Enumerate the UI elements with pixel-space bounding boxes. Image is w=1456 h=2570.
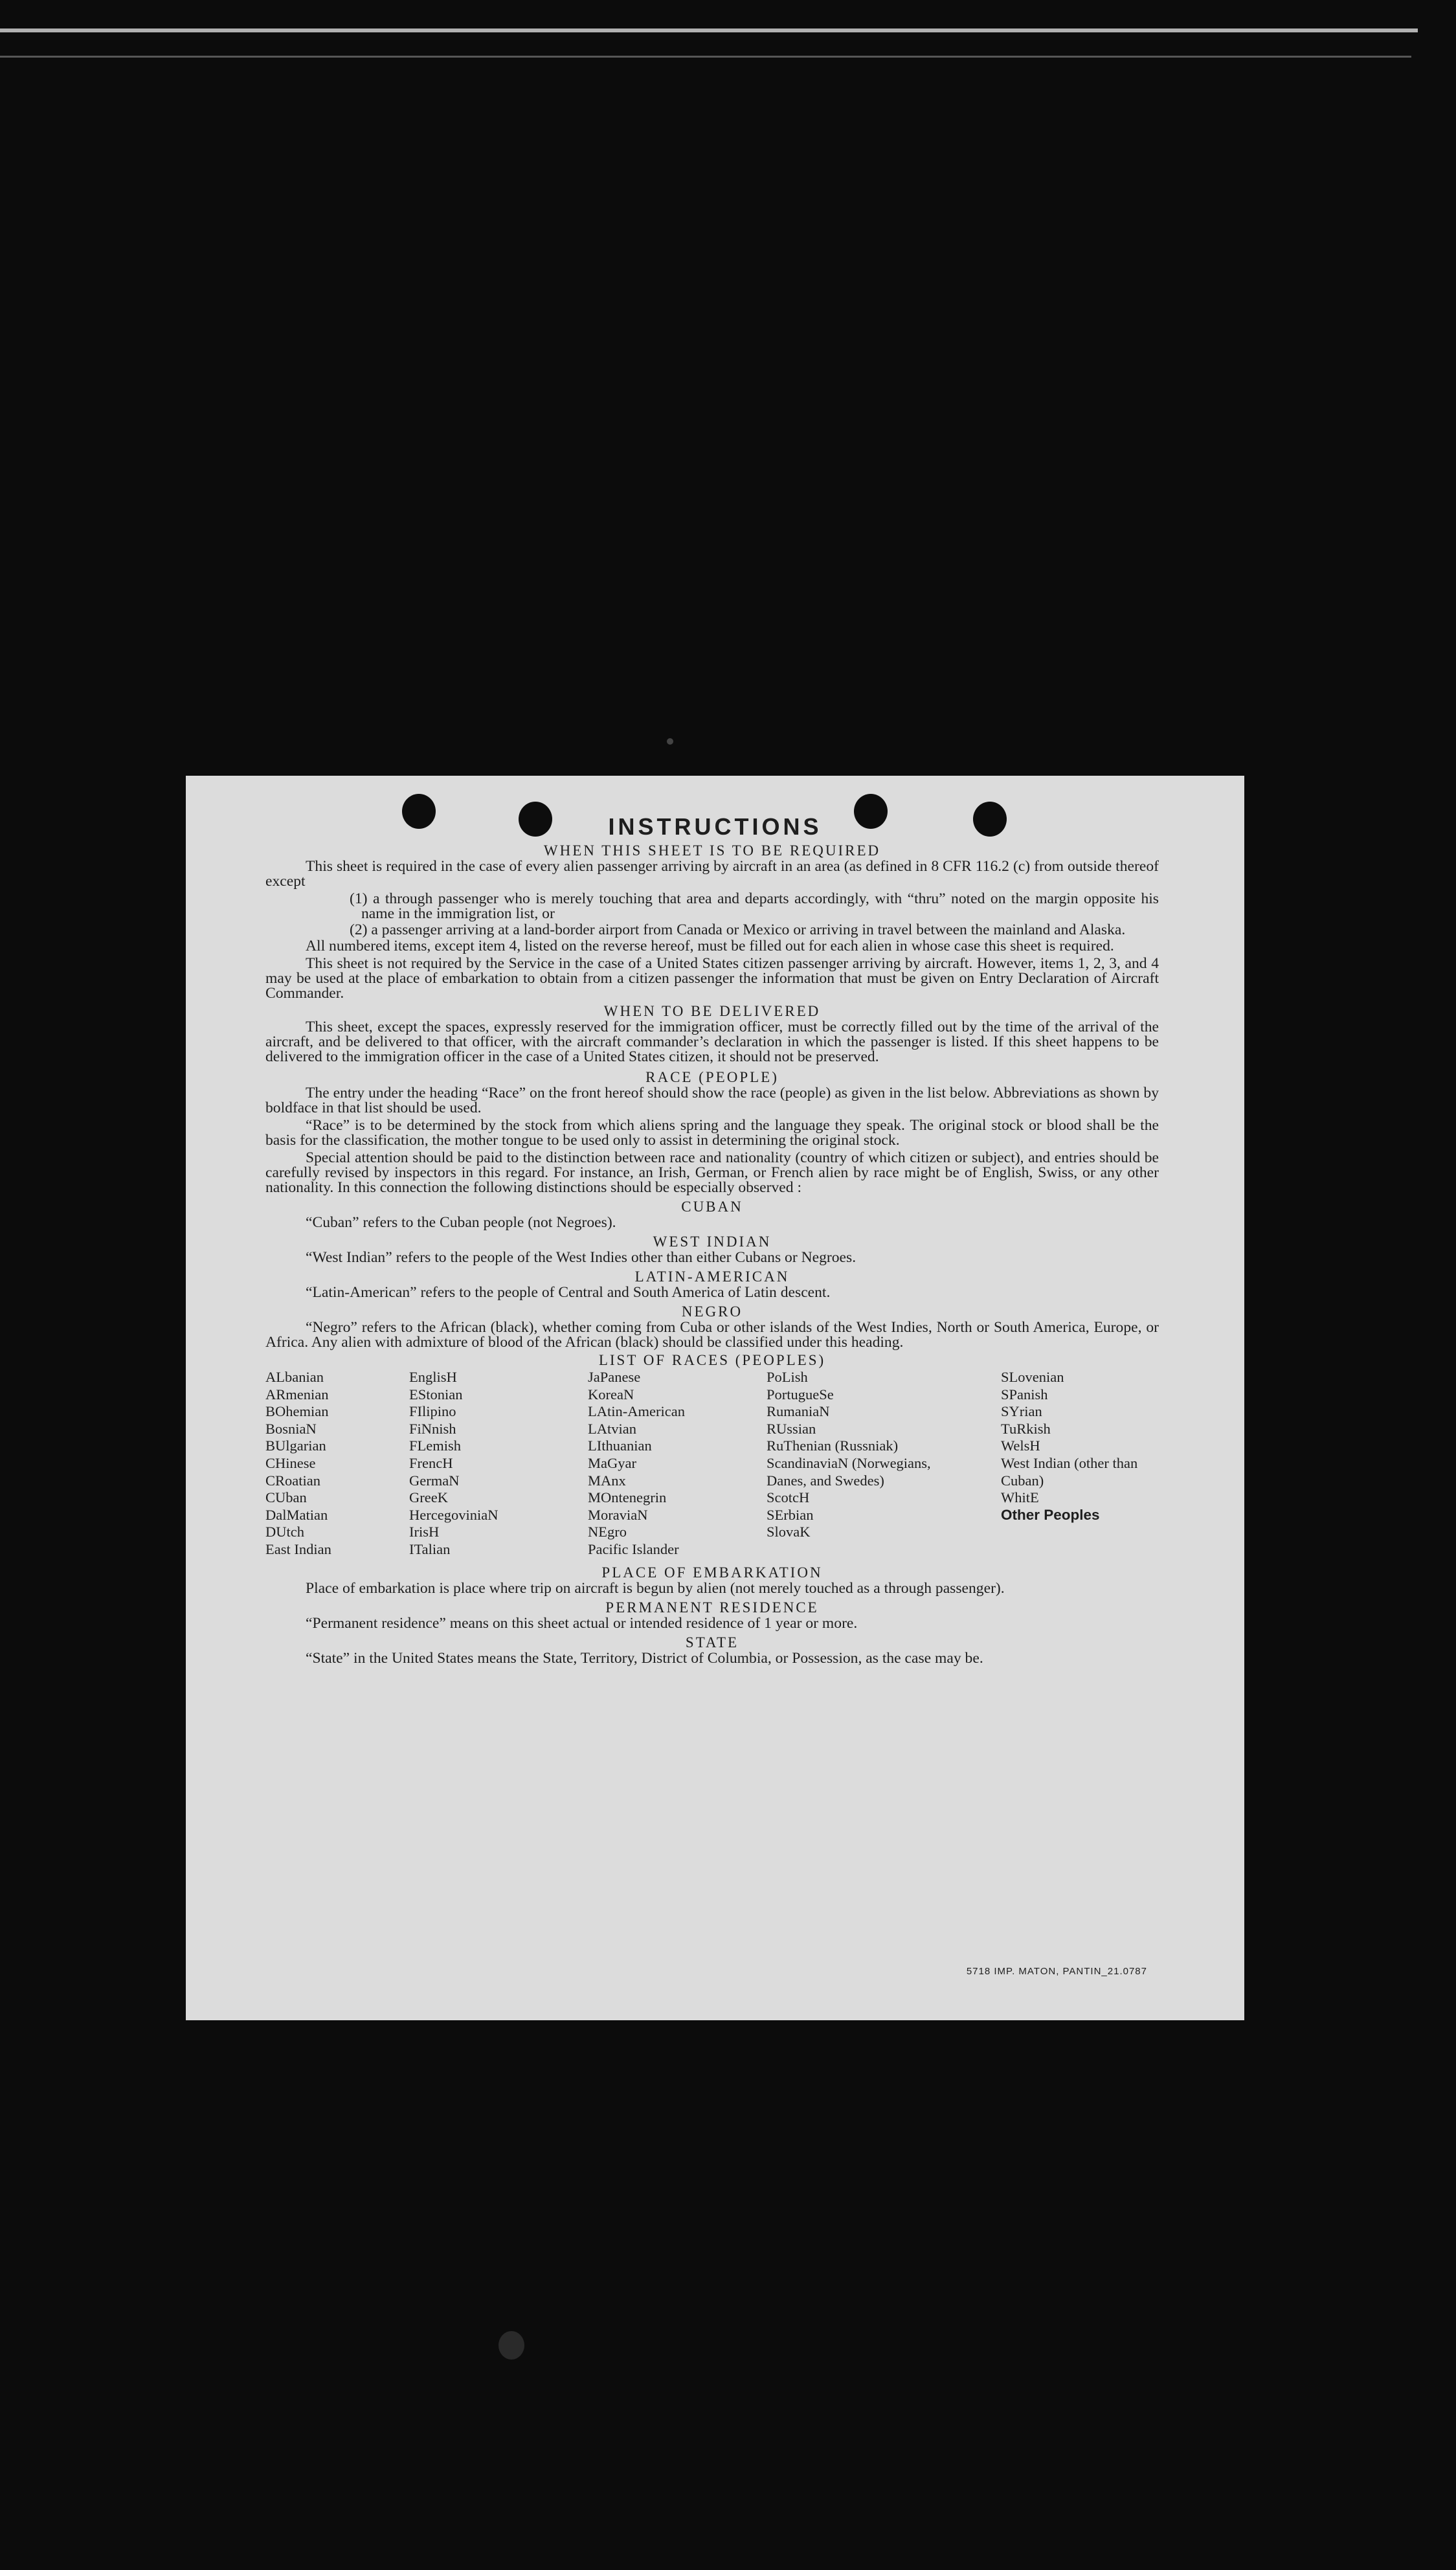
race-entry: ARmenian xyxy=(265,1386,329,1403)
race-entry: GreeK xyxy=(409,1489,448,1506)
race-entry: NEgro xyxy=(588,1524,627,1540)
scan-edge-line xyxy=(0,56,1411,58)
race-entry: LAtvian xyxy=(588,1420,636,1437)
printer-imprint: 5718 IMP. MATON, PANTIN_21.0787 xyxy=(966,1966,1147,1977)
paragraph: “Permanent residence” means on this sheet actual or intended residence of 1 year or more. xyxy=(306,1614,858,1632)
race-entry: MaGyar xyxy=(588,1454,636,1471)
race-entry: East Indian xyxy=(265,1540,331,1557)
paragraph: This sheet is not required by the Service in the case of a United States citizen passenger arriving by aircraft. However, items 1, 2, 3, and 4 may be used at the place of embarkation to obtain from a citizen passenger the information that must be given on Entry Declaration of Aircraft Commander. xyxy=(265,955,1159,1002)
race-entry: MoraviaN xyxy=(588,1506,648,1523)
race-entry: ScotcH xyxy=(767,1489,810,1506)
race-entry: LIthuanian xyxy=(588,1437,652,1454)
paragraph: This sheet, except the spaces, expressly reserved for the immigration officer, must be correctly filled out by the time of the arrival of the aircraft, and be delivered to that officer, with the aircraft commander’s declaration in which the passenger is listed. If this sheet happens to be delivered to the immigration officer in the case of a United States citizen, it should not be preserved. xyxy=(265,1019,1159,1065)
race-entry: GermaN xyxy=(409,1472,460,1489)
list-item: (2) a passenger arriving at a land-border airport from Canada or Mexico or arriving in travel between the mainland and Alaska. xyxy=(350,921,1126,938)
scan-edge-line xyxy=(0,28,1418,32)
section-heading: PLACE OF EMBARKATION xyxy=(601,1564,823,1581)
race-entry: MAnx xyxy=(588,1472,626,1489)
paragraph: “Cuban” refers to the Cuban people (not Negroes). xyxy=(306,1214,616,1231)
section-heading: NEGRO xyxy=(681,1303,743,1320)
race-entry: ITalian xyxy=(409,1540,451,1557)
section-heading: RACE (PEOPLE) xyxy=(645,1069,779,1085)
section-heading: LATIN-AMERICAN xyxy=(634,1268,790,1285)
race-entry: BosniaN xyxy=(265,1420,317,1437)
race-entry: EStonian xyxy=(409,1386,463,1403)
race-entry: RuThenian (Russniak) xyxy=(767,1437,899,1454)
race-column-2 xyxy=(409,1369,588,1559)
race-entry: WhitE xyxy=(1001,1489,1039,1506)
list-item: (1) a through passenger who is merely touching that area and departs accordingly, with “thru” noted on the margin opposite his name in the immigration list, or xyxy=(350,890,1159,922)
section-heading: WHEN THIS SHEET IS TO BE REQUIRED xyxy=(543,842,881,859)
paragraph: “Race” is to be determined by the stock from which aliens spring and the language they speak. The original stock or blood shall be the basis for the classification, the mother tongue to be used only to assist in determining the original stock. xyxy=(265,1117,1159,1149)
race-entry: CHinese xyxy=(265,1454,316,1471)
paragraph: Special attention should be paid to the distinction between race and nationality (country of which citizen or subject), and entries should be carefully revised by inspectors in this regard. For instance, an Irish, German, or French alien by race might be of English, Swiss, or any other nationality. In this connection the following distinctions should be especially observed : xyxy=(265,1149,1159,1196)
race-entry: SErbian xyxy=(767,1506,814,1523)
race-entry: Other Peoples xyxy=(1001,1506,1100,1523)
paragraph: Place of embarkation is place where trip on aircraft is begun by alien (not merely touched as a through passenger). xyxy=(306,1579,1005,1597)
dust-speck xyxy=(667,738,673,745)
instruction-sheet xyxy=(186,776,1244,2020)
race-entry: DalMatian xyxy=(265,1506,328,1523)
race-entry: FrencH xyxy=(409,1454,453,1471)
page-title: INSTRUCTIONS xyxy=(608,813,822,840)
race-entry: JaPanese xyxy=(588,1369,641,1385)
paragraph: “Negro” refers to the African (black), whether coming from Cuba or other islands of the West Indies, North or South America, Europe, or Africa. Any alien with admixture of blood of the African (black) should be classified under this heading. xyxy=(265,1319,1159,1351)
race-entry: SlovaK xyxy=(767,1524,811,1540)
race-list xyxy=(265,1369,1159,1559)
race-column-5 xyxy=(1001,1369,1169,1559)
paragraph: This sheet is required in the case of every alien passenger arriving by aircraft in an area (as defined in 8 CFR 116.2 (c) from outside thereof except xyxy=(265,858,1159,890)
race-entry: RUssian xyxy=(767,1420,816,1437)
section-heading: PERMANENT RESIDENCE xyxy=(605,1599,819,1616)
race-column-4 xyxy=(767,1369,1001,1559)
section-heading: LIST OF RACES (PEOPLES) xyxy=(598,1352,826,1368)
race-entry: PortugueSe xyxy=(767,1386,834,1403)
race-entry: EnglisH xyxy=(409,1369,457,1385)
race-column-1 xyxy=(265,1369,409,1559)
race-entry: MOntenegrin xyxy=(588,1489,667,1506)
race-entry: SPanish xyxy=(1001,1386,1048,1403)
section-heading: STATE xyxy=(685,1634,739,1651)
race-entry: SYrian xyxy=(1001,1403,1042,1420)
section-heading: CUBAN xyxy=(681,1199,743,1215)
race-entry: BOhemian xyxy=(265,1403,329,1420)
race-entry: FLemish xyxy=(409,1437,462,1454)
dust-speck xyxy=(498,2331,524,2360)
race-entry: DUtch xyxy=(265,1524,304,1540)
document-body xyxy=(265,843,1159,1669)
paragraph: “Latin-American” refers to the people of Central and South America of Latin descent. xyxy=(306,1284,831,1301)
race-entry: CRoatian xyxy=(265,1472,320,1489)
race-entry: IrisH xyxy=(409,1524,440,1540)
race-entry: CUban xyxy=(265,1489,307,1506)
race-entry: KoreaN xyxy=(588,1386,634,1403)
race-entry: ALbanian xyxy=(265,1369,324,1385)
paragraph: All numbered items, except item 4, listed on the reverse hereof, must be filled out for each alien in whose case this sheet is required. xyxy=(306,938,1114,954)
race-entry: TuRkish xyxy=(1001,1420,1051,1437)
paragraph: “State” in the United States means the State, Territory, District of Columbia, or Possession, as the case may be. xyxy=(306,1649,983,1667)
race-column-3 xyxy=(588,1369,767,1559)
section-heading: WHEN TO BE DELIVERED xyxy=(603,1003,821,1019)
race-entry: PoLish xyxy=(767,1369,808,1385)
paragraph: “West Indian” refers to the people of the West Indies other than either Cubans or Negroes. xyxy=(306,1249,857,1266)
race-entry: ScandinaviaN (Norwegians, Danes, and Swedes) xyxy=(767,1454,931,1489)
race-entry: West Indian (other than Cuban) xyxy=(1001,1454,1138,1489)
race-entry: FIlipino xyxy=(409,1403,456,1420)
race-entry: SLovenian xyxy=(1001,1369,1064,1385)
race-entry: BUlgarian xyxy=(265,1437,326,1454)
race-entry: HercegoviniaN xyxy=(409,1506,498,1523)
paragraph: The entry under the heading “Race” on the front hereof should show the race (people) as given in the list below. Abbreviations as shown by boldface in that list should be used. xyxy=(265,1085,1159,1116)
race-entry: RumaniaN xyxy=(767,1403,830,1420)
section-heading: WEST INDIAN xyxy=(653,1234,772,1250)
race-entry: WelsH xyxy=(1001,1437,1040,1454)
race-entry: Pacific Islander xyxy=(588,1540,679,1557)
race-entry: LAtin-American xyxy=(588,1403,685,1420)
race-entry: FiNnish xyxy=(409,1420,456,1437)
